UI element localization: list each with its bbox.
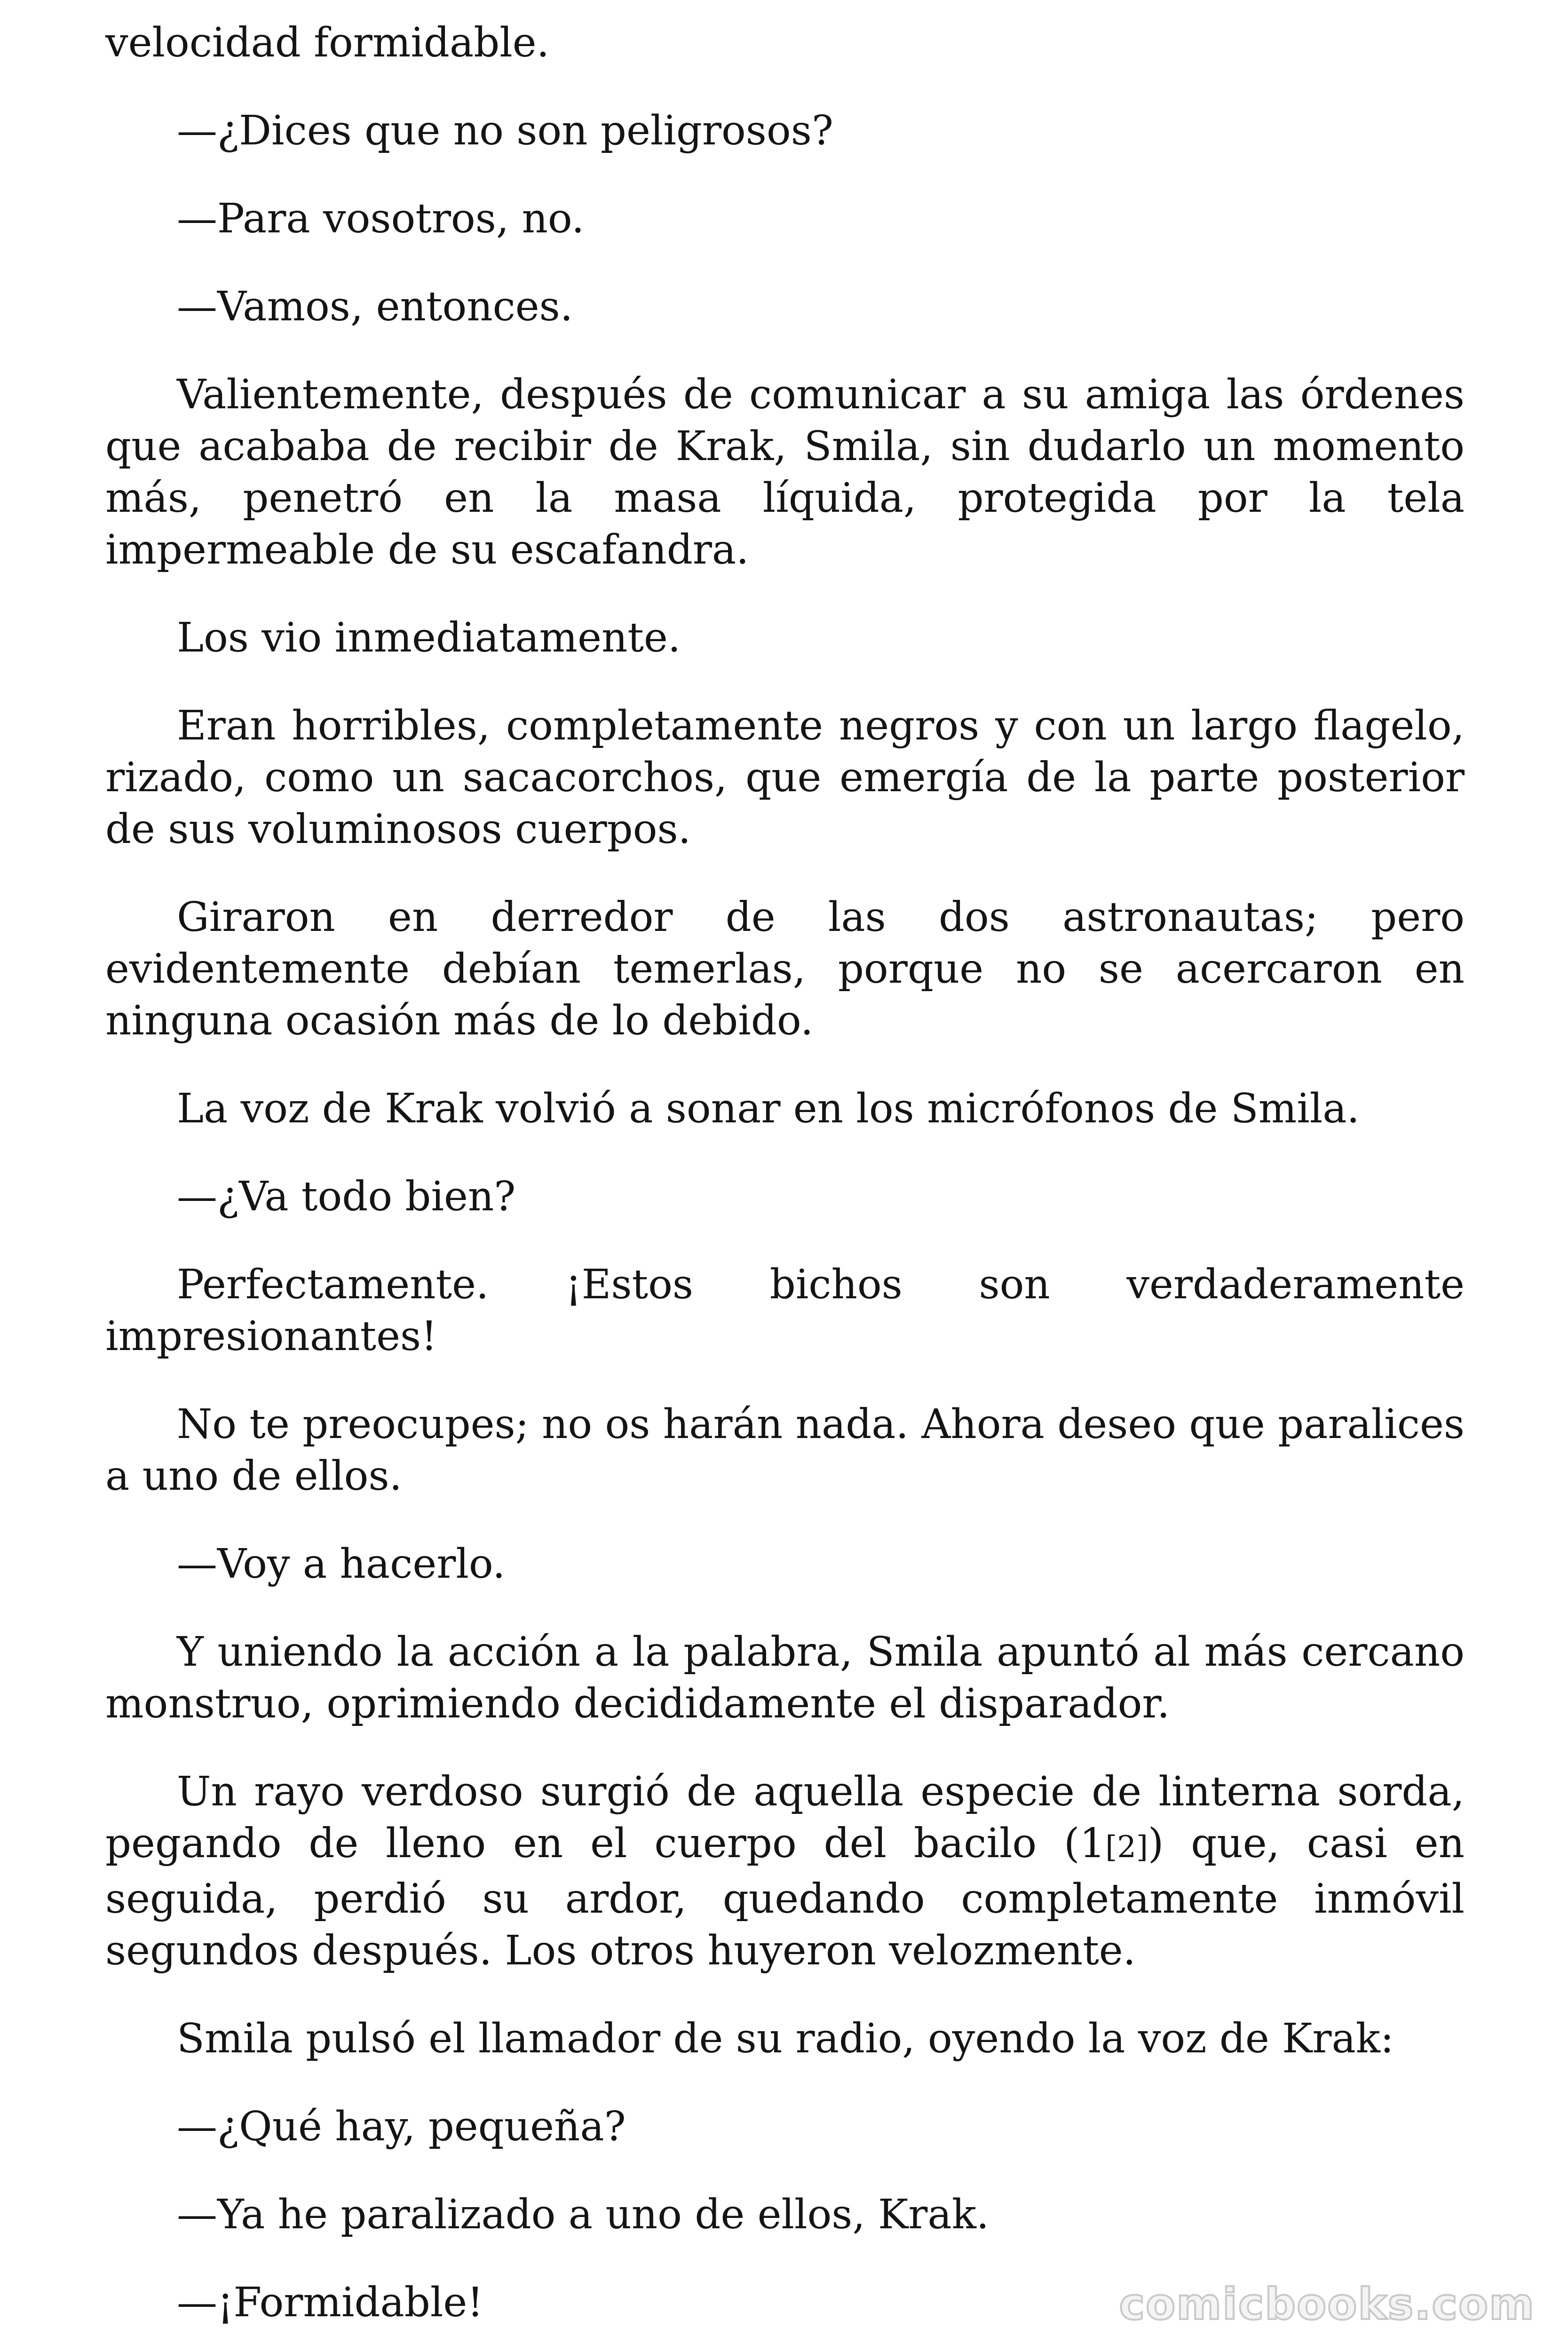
dialogue-line: —¿Dices que no son peligrosos?: [177, 107, 833, 154]
paragraph: Eran horribles, completamente negros y con un largo flagelo, rizado, como un sacacorchos, que emergía de la parte posterior de sus voluminosos cuerpos.: [105, 702, 1465, 853]
dialogue-line: —¿Va todo bien?: [177, 1173, 516, 1220]
watermark-logo: comicbooks.com: [1119, 2279, 1535, 2329]
dialogue-line: Perfectamente. ¡Estos bichos son verdaderamente impresionantes!: [105, 1261, 1465, 1360]
paragraph: Valientemente, después de comunicar a su amiga las órdenes que acababa de recibir de Krak, Smila, sin dudarlo un momento más, penetró en la masa líquida, protegida por la tela impermeable de su escafandra.: [105, 371, 1465, 573]
dialogue-line: —Vamos, entonces.: [177, 283, 573, 330]
dialogue-line: —Para vosotros, no.: [177, 195, 585, 242]
paragraph: Smila pulsó el llamador de su radio, oyendo la voz de Krak:: [177, 2015, 1394, 2062]
page-text: [105, 17, 1465, 2352]
paragraph-text-after-footnote: ) que, casi en seguida, perdió su ardor, quedando completamente inmóvil segundos después. Los otros huyeron velozmente.: [105, 1820, 1465, 1974]
dialogue-line: No te preocupes; no os harán nada. Ahora deseo que paralices a uno de ellos.: [105, 1401, 1465, 1500]
paragraph: Y uniendo la acción a la palabra, Smila apuntó al más cercano monstruo, oprimiendo decididamente el disparador.: [105, 1629, 1465, 1727]
dialogue-line: —¡Formidable!: [177, 2279, 483, 2326]
dialogue-line: —¿Qué hay, pequeña?: [177, 2103, 626, 2150]
paragraph-text-before-footnote: Un rayo verdoso surgió de aquella especie de linterna sorda, pegando de lleno en el cuerpo del bacilo (1: [105, 1768, 1465, 1867]
paragraph-continuation: velocidad formidable.: [105, 19, 550, 66]
paragraph-with-footnote: [105, 1766, 1465, 1977]
dialogue-line: —Ya he paralizado a uno de ellos, Krak.: [177, 2191, 990, 2238]
paragraph: Los vio inmediatamente.: [177, 614, 681, 661]
footnote-reference-link[interactable]: [2]: [1105, 1830, 1148, 1865]
paragraph: La voz de Krak volvió a sonar en los micrófonos de Smila.: [177, 1085, 1360, 1132]
dialogue-line: —Voy a hacerlo.: [177, 1541, 506, 1588]
paragraph: Giraron en derredor de las dos astronautas; pero evidentemente debían temerlas, porque no se acercaron en ninguna ocasión más de lo debido.: [105, 894, 1465, 1044]
